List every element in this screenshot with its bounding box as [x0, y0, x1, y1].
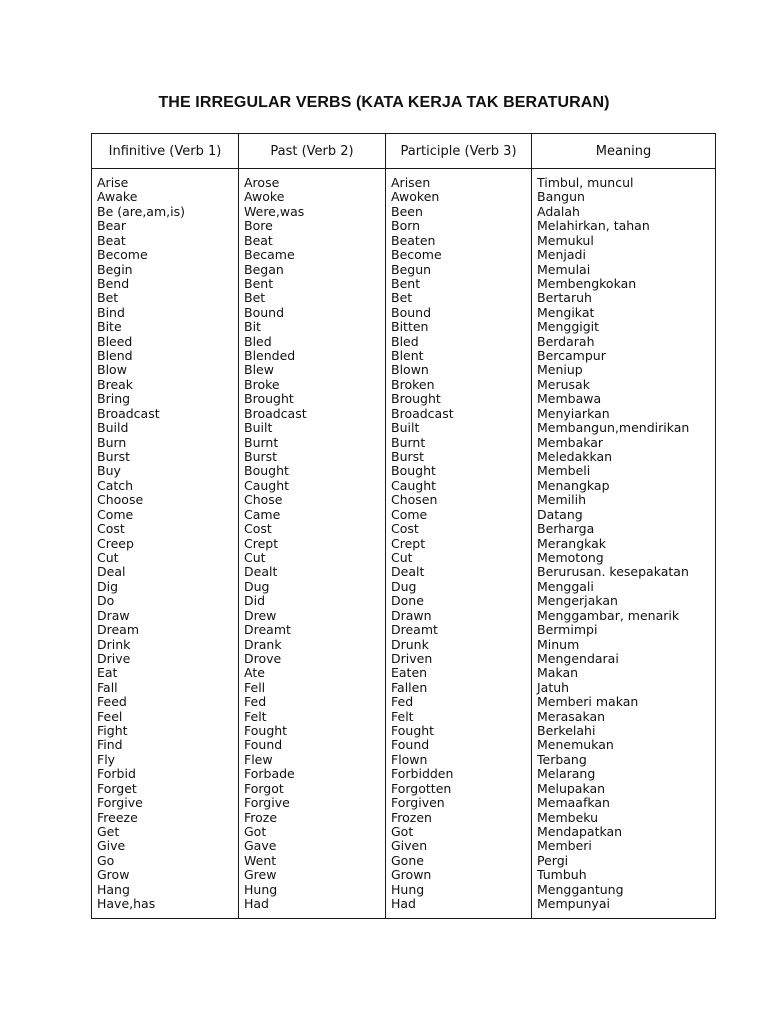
infinitive-cell: Bleed — [97, 333, 133, 349]
past-cell: Felt — [244, 708, 267, 724]
past-cell: Caught — [244, 477, 290, 493]
past-cell: Found — [244, 737, 283, 753]
past-cell: Crept — [244, 535, 279, 551]
participle-cell: Begun — [391, 261, 432, 277]
meaning-cell: Menemukan — [537, 737, 614, 753]
participle-cell: Come — [391, 506, 428, 522]
meaning-cell: Berkelahi — [537, 723, 596, 739]
meaning-cell: Pergi — [537, 852, 569, 868]
meaning-cell: Menjadi — [537, 247, 586, 263]
participle-cell: Dealt — [391, 564, 425, 580]
participle-cell: Frozen — [391, 809, 432, 825]
meaning-cell: Jatuh — [537, 679, 570, 695]
participle-cell: Blown — [391, 362, 429, 378]
infinitive-cell: Dig — [97, 578, 119, 594]
participle-cell: Flown — [391, 751, 428, 767]
meaning-cell: Memilih — [537, 492, 586, 508]
infinitive-cell: Bend — [97, 275, 130, 291]
past-cell: Fell — [244, 679, 266, 695]
past-cell: Ate — [244, 665, 265, 681]
meaning-cell: Terbang — [537, 751, 587, 767]
participle-cell: Bound — [391, 304, 432, 320]
meaning-cell: Membeli — [537, 463, 591, 479]
past-cell: Bore — [244, 218, 273, 234]
participle-cell: Burnt — [391, 434, 426, 450]
participle-cell: Found — [391, 737, 430, 753]
header-participle: Participle (Verb 3) — [386, 134, 532, 169]
infinitive-cell: Choose — [97, 492, 144, 508]
past-cell: Got — [244, 823, 267, 839]
participle-cell: Given — [391, 838, 428, 854]
participle-cell: Had — [391, 896, 416, 912]
meaning-cell: Merasakan — [537, 708, 606, 724]
infinitive-cell: Bite — [97, 319, 122, 335]
past-cell: Burnt — [244, 434, 279, 450]
past-cell: Gave — [244, 838, 277, 854]
irregular-verbs-table — [91, 133, 716, 919]
infinitive-cell: Give — [97, 838, 126, 854]
infinitive-cell: Cost — [97, 521, 125, 537]
past-cell: Fought — [244, 723, 288, 739]
participle-cell: Got — [391, 823, 414, 839]
participle-cell: Forgotten — [391, 780, 452, 796]
infinitive-cell: Drive — [97, 650, 131, 666]
past-cell: Came — [244, 506, 281, 522]
participle-cell: Bet — [391, 290, 413, 306]
meaning-cell: Makan — [537, 665, 579, 681]
infinitive-cell: Find — [97, 737, 123, 753]
meaning-cell: Memukul — [537, 232, 594, 248]
infinitive-cell: Freeze — [97, 809, 138, 825]
participle-cell: Dreamt — [391, 622, 438, 638]
meaning-cell: Menangkap — [537, 477, 610, 493]
meaning-cell: Meniup — [537, 362, 583, 378]
infinitive-cell: Feel — [97, 708, 123, 724]
infinitive-cell: Eat — [97, 665, 118, 681]
participle-cell: Beaten — [391, 232, 436, 248]
infinitive-cell: Get — [97, 823, 120, 839]
meaning-cell: Melupakan — [537, 780, 606, 796]
infinitive-cell: Drink — [97, 636, 131, 652]
infinitive-cell: Go — [97, 852, 115, 868]
infinitive-cell: Arise — [97, 175, 129, 190]
past-cell: Blew — [244, 362, 274, 378]
participle-column — [386, 169, 532, 919]
past-cell: Beat — [244, 232, 273, 248]
past-cell: Forgot — [244, 780, 284, 796]
meaning-cell: Minum — [537, 636, 580, 652]
participle-cell: Blent — [391, 348, 424, 364]
infinitive-cell: Bind — [97, 304, 125, 320]
infinitive-cell: Blend — [97, 348, 133, 364]
infinitive-cell: Feed — [97, 694, 127, 710]
meaning-cell: Menggambar, menarik — [537, 607, 680, 623]
infinitive-cell: Broadcast — [97, 405, 160, 421]
meaning-cell: Berurusan. kesepakatan — [537, 564, 689, 580]
past-cell: Bound — [244, 304, 285, 320]
infinitive-cell: Burn — [97, 434, 127, 450]
meaning-cell: Mengerjakan — [537, 593, 618, 609]
participle-cell: Fallen — [391, 679, 428, 695]
meaning-cell: Bermimpi — [537, 622, 598, 638]
meaning-cell: Mengendarai — [537, 650, 619, 666]
infinitive-cell: Become — [97, 247, 148, 263]
past-column — [239, 169, 386, 919]
past-cell: Broke — [244, 376, 280, 392]
meaning-cell: Mempunyai — [537, 896, 610, 912]
past-cell: Grew — [244, 867, 277, 883]
meaning-cell: Mendapatkan — [537, 823, 623, 839]
participle-cell: Dug — [391, 578, 417, 594]
past-cell: Forbade — [244, 766, 295, 782]
past-cell: Did — [244, 593, 266, 609]
past-cell: Went — [244, 852, 277, 868]
meaning-cell: Melarang — [537, 766, 596, 782]
participle-cell: Forgiven — [391, 795, 445, 811]
infinitive-column — [92, 169, 239, 919]
infinitive-cell: Blow — [97, 362, 127, 378]
participle-cell: Bent — [391, 275, 421, 291]
table-body-row — [92, 169, 716, 919]
participle-cell: Cost — [391, 521, 419, 537]
participle-cell: Chosen — [391, 492, 438, 508]
past-cell: Hung — [244, 881, 278, 897]
past-cell: Arose — [244, 175, 280, 190]
participle-cell: Fought — [391, 723, 435, 739]
infinitive-cell: Fall — [97, 679, 118, 695]
participle-cell: Bled — [391, 333, 419, 349]
meaning-cell: Datang — [537, 506, 583, 522]
participle-cell: Arisen — [391, 175, 431, 190]
meaning-cell: Menggantung — [537, 881, 624, 897]
infinitive-cell: Bet — [97, 290, 119, 306]
past-cell: Forgive — [244, 795, 290, 811]
participle-cell: Become — [391, 247, 442, 263]
infinitive-cell: Dream — [97, 622, 140, 638]
meaning-cell: Berdarah — [537, 333, 595, 349]
infinitive-cell: Buy — [97, 463, 121, 479]
infinitive-cell: Come — [97, 506, 134, 522]
meaning-cell: Membengkokan — [537, 275, 637, 291]
past-cell: Awoke — [244, 189, 285, 205]
past-cell: Dreamt — [244, 622, 291, 638]
past-cell: Bled — [244, 333, 272, 349]
past-cell: Were,was — [244, 203, 305, 219]
infinitive-cell: Do — [97, 593, 115, 609]
meaning-cell: Adalah — [537, 203, 580, 219]
participle-cell: Awoken — [391, 189, 440, 205]
participle-cell: Drawn — [391, 607, 432, 623]
infinitive-cell: Bear — [97, 218, 127, 234]
participle-cell: Done — [391, 593, 424, 609]
infinitive-cell: Forbid — [97, 766, 136, 782]
infinitive-cell: Bring — [97, 391, 131, 407]
infinitive-cell: Draw — [97, 607, 130, 623]
past-cell: Drove — [244, 650, 282, 666]
past-cell: Burst — [244, 449, 278, 465]
infinitive-cell: Awake — [97, 189, 138, 205]
infinitive-cell: Fight — [97, 723, 128, 739]
meaning-cell: Memberi makan — [537, 694, 639, 710]
participle-cell: Been — [391, 203, 423, 219]
meaning-cell: Bertaruh — [537, 290, 592, 306]
header-past: Past (Verb 2) — [239, 134, 386, 169]
meaning-cell: Merusak — [537, 376, 590, 392]
participle-cell: Built — [391, 420, 420, 436]
infinitive-cell: Creep — [97, 535, 134, 551]
infinitive-cell: Deal — [97, 564, 126, 580]
past-cell: Cost — [244, 521, 272, 537]
meaning-cell: Menyiarkan — [537, 405, 610, 421]
past-cell: Drew — [244, 607, 277, 623]
past-cell: Drank — [244, 636, 282, 652]
participle-cell: Broken — [391, 376, 435, 392]
infinitive-cell: Cut — [97, 549, 119, 565]
participle-cell: Broadcast — [391, 405, 454, 421]
past-cell: Cut — [244, 549, 266, 565]
past-cell: Blended — [244, 348, 296, 364]
past-cell: Bit — [244, 319, 261, 335]
meaning-cell: Memulai — [537, 261, 591, 277]
participle-cell: Bought — [391, 463, 436, 479]
past-cell: Built — [244, 420, 273, 436]
meaning-column — [532, 169, 716, 919]
table-header-row — [92, 134, 716, 169]
participle-cell: Driven — [391, 650, 433, 666]
participle-cell: Fed — [391, 694, 414, 710]
participle-cell: Gone — [391, 852, 424, 868]
meaning-cell: Memaafkan — [537, 795, 610, 811]
meaning-cell: Membangun,mendirikan — [537, 420, 690, 436]
header-meaning: Meaning — [532, 134, 716, 169]
meaning-cell: Menggali — [537, 578, 594, 594]
participle-cell: Brought — [391, 391, 441, 407]
meaning-cell: Membawa — [537, 391, 602, 407]
meaning-cell: Memberi — [537, 838, 592, 854]
participle-cell: Cut — [391, 549, 413, 565]
past-cell: Dealt — [244, 564, 278, 580]
participle-cell: Felt — [391, 708, 414, 724]
infinitive-cell: Forget — [97, 780, 137, 796]
meaning-cell: Mengikat — [537, 304, 595, 320]
past-cell: Dug — [244, 578, 270, 594]
past-cell: Bet — [244, 290, 266, 306]
past-cell: Brought — [244, 391, 294, 407]
past-cell: Fed — [244, 694, 267, 710]
infinitive-cell: Forgive — [97, 795, 143, 811]
infinitive-cell: Grow — [97, 867, 130, 883]
past-cell: Had — [244, 896, 269, 912]
past-cell: Began — [244, 261, 284, 277]
header-infinitive: Infinitive (Verb 1) — [92, 134, 239, 169]
infinitive-cell: Burst — [97, 449, 131, 465]
infinitive-cell: Hang — [97, 881, 130, 897]
participle-cell: Hung — [391, 881, 425, 897]
meaning-cell: Bercampur — [537, 348, 606, 364]
meaning-cell: Memotong — [537, 549, 604, 565]
participle-cell: Bitten — [391, 319, 429, 335]
meaning-cell: Meledakkan — [537, 449, 613, 465]
meaning-cell: Menggigit — [537, 319, 600, 335]
meaning-cell: Membakar — [537, 434, 604, 450]
past-cell: Chose — [244, 492, 283, 508]
infinitive-cell: Have,has — [97, 896, 156, 912]
participle-cell: Caught — [391, 477, 437, 493]
page-title: THE IRREGULAR VERBS (KATA KERJA TAK BERATURAN) — [158, 94, 610, 111]
participle-cell: Born — [391, 218, 421, 234]
participle-cell: Burst — [391, 449, 425, 465]
participle-cell: Forbidden — [391, 766, 454, 782]
meaning-cell: Berharga — [537, 521, 595, 537]
meaning-cell: Tumbuh — [537, 867, 587, 883]
infinitive-cell: Be (are,am,is) — [97, 203, 185, 219]
participle-cell: Grown — [391, 867, 432, 883]
participle-cell: Eaten — [391, 665, 428, 681]
infinitive-cell: Begin — [97, 261, 133, 277]
past-cell: Bent — [244, 275, 274, 291]
meaning-cell: Bangun — [537, 189, 585, 205]
past-cell: Flew — [244, 751, 273, 767]
past-cell: Became — [244, 247, 295, 263]
meaning-cell: Merangkak — [537, 535, 607, 551]
infinitive-cell: Beat — [97, 232, 126, 248]
infinitive-cell: Break — [97, 376, 134, 392]
infinitive-cell: Catch — [97, 477, 134, 493]
past-cell: Bought — [244, 463, 289, 479]
meaning-cell: Timbul, muncul — [537, 175, 634, 190]
infinitive-cell: Fly — [97, 751, 116, 767]
past-cell: Broadcast — [244, 405, 307, 421]
participle-cell: Crept — [391, 535, 426, 551]
meaning-cell: Membeku — [537, 809, 599, 825]
past-cell: Froze — [244, 809, 278, 825]
meaning-cell: Melahirkan, tahan — [537, 218, 650, 234]
infinitive-cell: Build — [97, 420, 129, 436]
participle-cell: Drunk — [391, 636, 429, 652]
